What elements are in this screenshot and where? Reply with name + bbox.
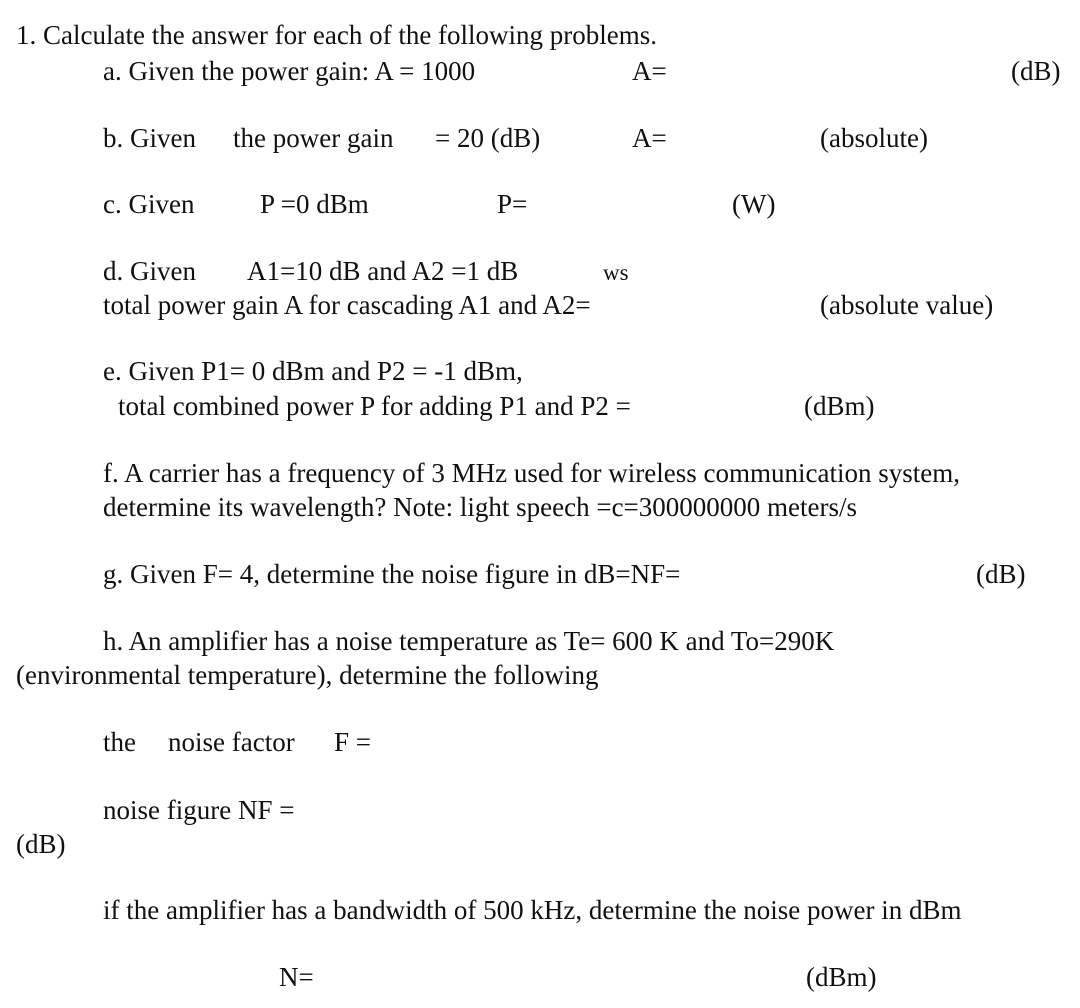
- item-h-line1: h. An amplifier has a noise temperature as Te= 600 K and To=290K: [103, 626, 835, 656]
- item-a-unit: (dB): [1011, 56, 1061, 86]
- item-h-bandwidth-question: if the amplifier has a bandwidth of 500 kHz, determine the noise power in dBm: [103, 895, 962, 925]
- item-h-line2: (environmental temperature), determine the following: [16, 660, 599, 690]
- item-e-unit: (dBm): [804, 391, 875, 421]
- item-b-gain-label: the power gain: [233, 123, 394, 153]
- item-b-gain-value: = 20 (dB): [435, 123, 541, 153]
- item-f-line1: f. A carrier has a frequency of 3 MHz used for wireless communication system,: [103, 458, 960, 488]
- item-c-value: P =0 dBm: [260, 189, 369, 219]
- item-d-given: d. Given: [103, 256, 196, 286]
- item-a-answer-label: A=: [632, 56, 667, 86]
- problem-heading: 1. Calculate the answer for each of the following problems.: [16, 20, 658, 50]
- item-h-n-answer-label: N=: [279, 962, 314, 992]
- item-d-question: total power gain A for cascading A1 and A2=: [103, 290, 591, 320]
- item-h-nf-unit: (dB): [16, 829, 66, 859]
- item-c-unit: (W): [732, 189, 776, 219]
- item-e-given: e. Given P1= 0 dBm and P2 = -1 dBm,: [103, 356, 523, 386]
- item-f-line2: determine its wavelength? Note: light speech =c=300000000 meters/s: [103, 492, 858, 522]
- item-g-question: g. Given F= 4, determine the noise figure in dB=NF=: [103, 559, 681, 589]
- item-b-unit: (absolute): [820, 123, 928, 153]
- item-c-answer-label: P=: [497, 189, 528, 219]
- item-d-unit: (absolute value): [820, 290, 994, 320]
- item-h-f-answer-label: F =: [334, 727, 371, 757]
- item-c-given: c. Given: [103, 189, 195, 219]
- item-h-the: the: [103, 727, 136, 757]
- item-e-question: total combined power P for adding P1 and P2 =: [118, 391, 631, 421]
- item-d-stray-mark: ws: [603, 260, 629, 285]
- item-h-nf-answer-label: noise figure NF =: [103, 795, 295, 825]
- item-g-unit: (dB): [976, 559, 1026, 589]
- item-b-given: b. Given: [103, 123, 196, 153]
- item-h-noise-factor-label: noise factor: [168, 727, 295, 757]
- item-a-prompt: a. Given the power gain: A = 1000: [103, 56, 476, 86]
- item-b-answer-label: A=: [632, 123, 667, 153]
- item-h-n-unit: (dBm): [806, 962, 877, 992]
- item-d-values: A1=10 dB and A2 =1 dB: [247, 256, 519, 286]
